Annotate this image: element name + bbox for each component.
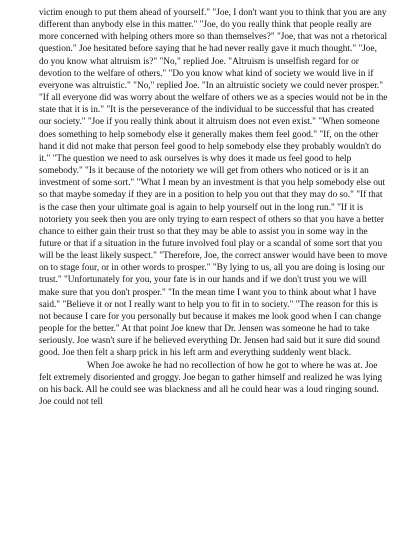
paragraph-awakening: When Joe awoke he had no recollection of how he got to where he was at. Joe felt extremely disoriented and groggy. Joe began to gather himself and realized he was lying on his back. All he could see was blackness and all he could hear was a loud ringing sound. Joe could not tell	[39, 360, 383, 407]
body-text	[39, 7, 388, 408]
paragraph-dialogue: victim enough to put them ahead of yourself." "Joe, I don't want you to think that you are any different than anybody else in this matter." "Joe, do you really think that people really are more concerned with helping others more so than themselves?" "Joe, that was not a rhetorical question." Joe hesitated before saying that he had never really gave it much thought." "Joe, do you know what altruism is?" "No," replied Joe. "Altruism is unselfish regard for or devotion to the welfare of others." "Do you know what kind of society we would live in if everyone was altruistic." "No," replied Joe. "In an altruistic society we could never prosper." "If all everyone did was worry about the welfare of others we as a species would not be in the state that it is in." "It is the perseverance of the individual to be successful that has created our society." "Joe if you really think about it altruism does not even exist." "When someone does something to help somebody else it generally makes them feel good." "If, on the other hand it did not make that person feel good to help somebody else they probably wouldn't do it." "The question we need to ask ourselves is why does it made us feel good to help somebody." "Is it because of the notoriety we will get from others who noticed or is it an investment of some sort." "What I mean by an investment is that you help somebody else out so that maybe someday if they are in a position to help you out that they may do so." "If that is the case then your ultimate goal is again to help yourself out in the long run." "If it is notoriety you seek then you are only trying to earn respect of others so that you have a better chance to either gain their trust so that they may be able to assist you in some way in the future or that if a situation in the future involved foul play or a scandal of some sort that you will be the least likely suspect." "Therefore, Joe, the correct answer would have been to move on to stage four, or in other words to prosper." "By lying to us, all you are doing is losing our trust." "Unfortunately for you, your fate is in our hands and if we don't trust you we will make sure that you don't prosper." "In the mean time I want you to think about what I have said." "Believe it or not I really want to help you to fit in to society." "The reason for this is not because I care for you personally but because it makes me look good when I can change people for the better." At that point Joe knew that Dr. Jensen was someone he had to take seriously. Joe wasn't sure if he believed everything Dr. Jensen had said but it sure did sound good. Joe then felt a sharp prick in his left arm and everything suddenly went black.	[39, 8, 388, 359]
